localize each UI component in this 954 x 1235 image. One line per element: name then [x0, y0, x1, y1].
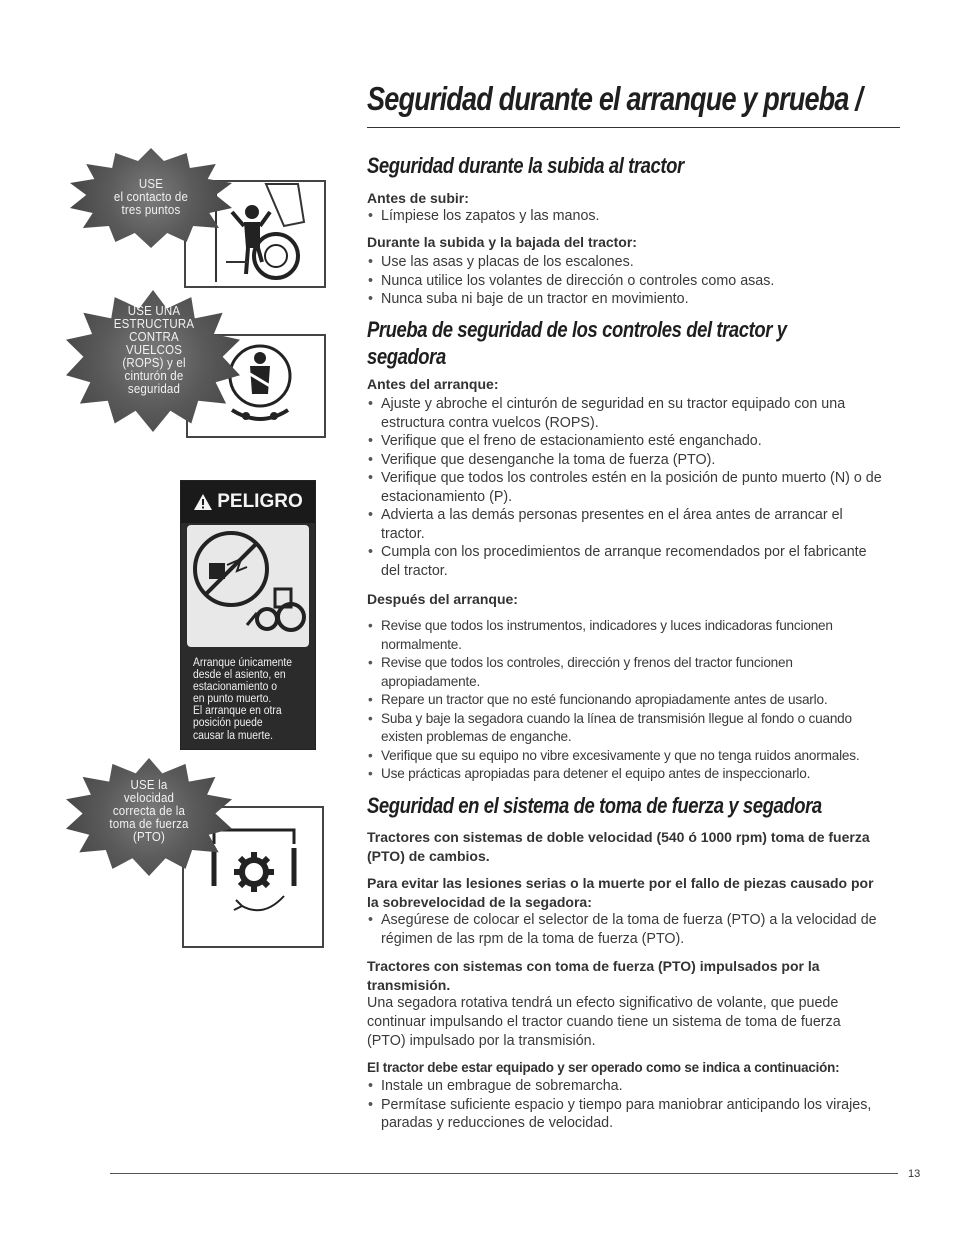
- overspeed-warning: Para evitar las lesiones serias o la muerte por el fallo de piezas causado por la sobrevelocidad de la segadora:: [367, 875, 874, 910]
- list-item: • Nunca utilice los volantes de dirección o controles como asas.: [367, 272, 897, 291]
- overspeed-list: [367, 911, 882, 948]
- pto-speed-label: USE la velocidad correcta de la toma de fuerza (PTO): [109, 777, 189, 844]
- list-item: • Permítase suficiente espacio y tiempo para maniobrar anticipando los virajes, paradas y reducciones de velocidad.: [367, 1096, 899, 1133]
- transmission-pto-note: Tractores con sistemas con toma de fuerza (PTO) impulsados por la transmisión.: [367, 958, 820, 993]
- section-heading-boarding: Seguridad durante la subida al tractor: [367, 153, 684, 178]
- list-item: • Verifique que su equipo no vibre excesivamente y que no tenga ruidos anormales.: [367, 747, 895, 766]
- during-boarding-list: [367, 253, 897, 309]
- title-divider: [367, 127, 900, 128]
- list-item: • Revise que todos los instrumentos, indicadores y luces indicadoras funcionen normalmente.: [367, 617, 895, 654]
- footer-divider: [110, 1173, 898, 1174]
- list-item: • Nunca suba ni baje de un tractor en movimiento.: [367, 290, 897, 309]
- before-boarding-list: [367, 207, 897, 226]
- danger-text: Arranque únicamente desde el asiento, en estacionamiento o en punto muerto. El arranque en otra posición puede causar la muerte.: [193, 657, 292, 742]
- danger-pictogram: [187, 525, 309, 647]
- list-item: • Cumpla con los procedimientos de arranque recomendados por el fabricante del tractor.: [367, 543, 889, 580]
- list-item: • Ajuste y abroche el cinturón de seguridad en su tractor equipado con una estructura contra vuelcos (ROPS).: [367, 395, 889, 432]
- flywheel-effect-paragraph: Una segadora rotativa tendrá un efecto significativo de volante, que puede continuar impulsando el tractor cuando tiene un sistema de toma de fuerza (PTO) impulsado por la transmisión.: [367, 995, 841, 1049]
- dual-speed-pto-note: Tractores con sistemas de doble velocidad (540 ó 1000 rpm) toma de fuerza (PTO) de cambios.: [367, 829, 870, 864]
- danger-title: PELIGRO: [217, 491, 303, 512]
- list-item: • Repare un tractor que no esté funcionando apropiadamente antes de usarlo.: [367, 691, 895, 710]
- after-start-label: Después del arranque:: [367, 591, 518, 607]
- list-item: • Revise que todos los controles, dirección y frenos del tractor funcionen apropiadamente.: [367, 654, 895, 691]
- list-item: • Verifique que todos los controles estén en la posición de punto muerto (N) o de estacionamiento (P).: [367, 469, 889, 506]
- warning-triangle-icon: [193, 493, 213, 511]
- list-item: • Límpiese los zapatos y las manos.: [367, 207, 897, 226]
- during-boarding-label: Durante la subida y la bajada del tractor:: [367, 234, 637, 250]
- list-item: • Instale un embrague de sobremarcha.: [367, 1077, 899, 1096]
- list-item: • Suba y baje la segadora cuando la línea de transmisión llegue al fondo o cuando existen problemas de enganche.: [367, 710, 895, 747]
- section-heading-pto: Seguridad en el sistema de toma de fuerza y segadora: [367, 793, 822, 818]
- equipment-requirement-note: El tractor debe estar equipado y ser operado como se indica a continuación:: [367, 1060, 840, 1075]
- list-item: • Verifique que el freno de estacionamiento esté enganchado.: [367, 432, 889, 451]
- rops-label: USE UNA ESTRUCTURA CONTRA VUELCOS (ROPS) y el cinturón de seguridad: [113, 303, 195, 396]
- after-start-list: [367, 617, 895, 784]
- equipment-requirement-list: [367, 1077, 899, 1133]
- danger-header: [181, 481, 315, 523]
- list-item: • Asegúrese de colocar el selector de la toma de fuerza (PTO) a la velocidad de régimen de las rpm de la toma de fuerza (PTO).: [367, 911, 882, 948]
- title-slash-mark: /: [855, 80, 863, 117]
- three-point-contact-label: USE el contacto de tres puntos: [113, 176, 189, 217]
- no-bypass-start-icon: [187, 525, 309, 647]
- before-boarding-label: Antes de subir:: [367, 190, 469, 206]
- page-title: Seguridad durante el arranque y prueba /: [367, 80, 863, 117]
- before-start-list: [367, 395, 889, 580]
- section-heading-controls-test: Prueba de seguridad de los controles del tractor y segadora: [367, 317, 787, 369]
- danger-label: [180, 480, 316, 750]
- list-item: • Use prácticas apropiadas para detener el equipo antes de inspeccionarlo.: [367, 765, 895, 784]
- list-item: • Advierta a las demás personas presentes en el área antes de arrancar el tractor.: [367, 506, 889, 543]
- page-number: 13: [908, 1168, 921, 1180]
- list-item: • Verifique que desenganche la toma de fuerza (PTO).: [367, 451, 889, 470]
- list-item: • Use las asas y placas de los escalones.: [367, 253, 897, 272]
- before-start-label: Antes del arranque:: [367, 376, 499, 392]
